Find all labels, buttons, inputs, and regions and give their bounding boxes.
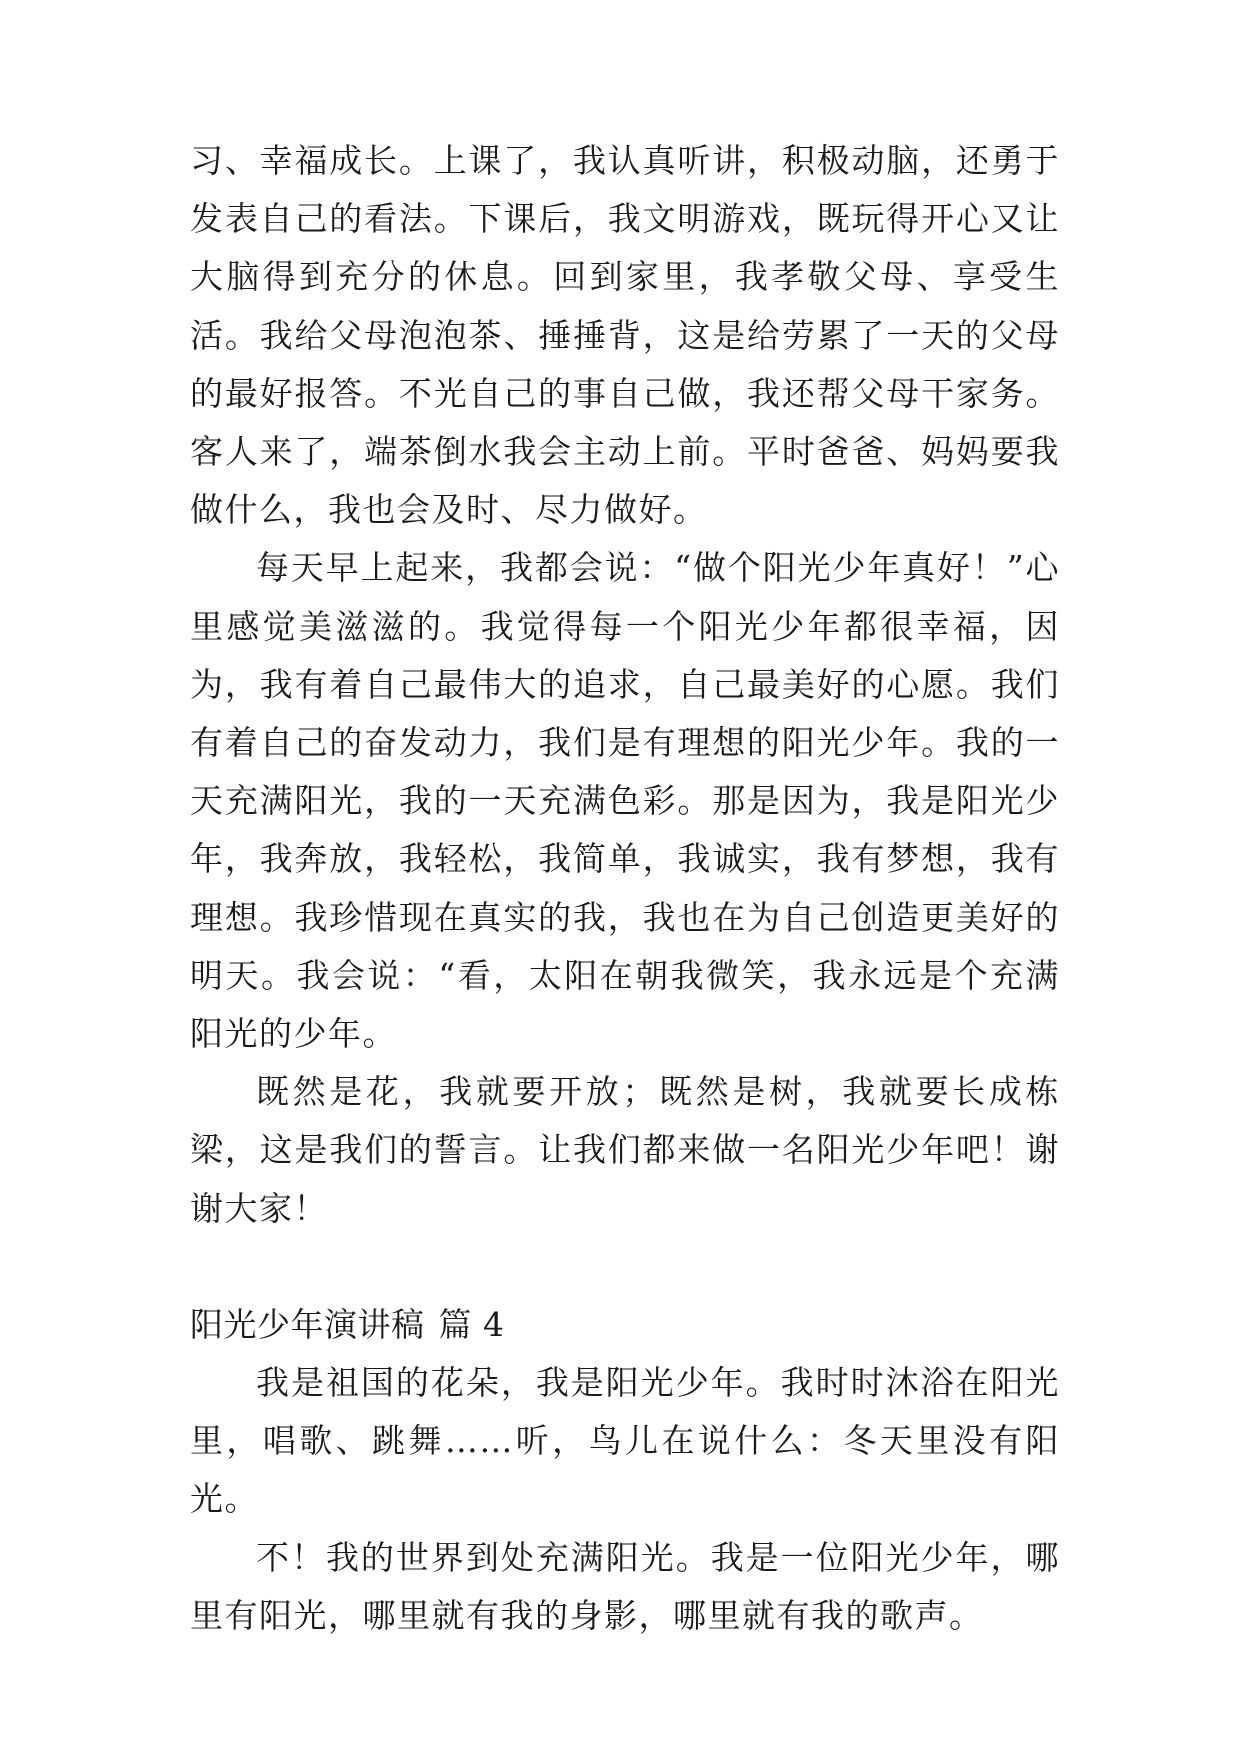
section-title-text: 阳光少年演讲稿 xyxy=(190,1304,425,1344)
paragraph: 我是祖国的花朵，我是阳光少年。我时时沐浴在阳光里，唱歌、跳舞……听，鸟儿在说什么：冬天里没有阳光。 xyxy=(190,1363,1060,1519)
paragraph-continued: 习、幸福成长。上课了，我认真听讲，积极动脑，还勇于发表自己的看法。下课后，我文明游戏，既玩得开心又让大脑得到充分的休息。回到家里，我孝敬父母、享受生活。我给父母泡泡茶、捶捶背，这是给劳累了一天的父母的最好报答。不光自己的事自己做，我还帮父母干家务。客人来了，端茶倒水我会主动上前。平时爸爸、妈妈要我做什么，我也会及时、尽力做好。 xyxy=(190,141,1060,530)
section-heading xyxy=(190,1296,1060,1354)
section-number: 篇 4 xyxy=(438,1304,505,1344)
paragraph: 每天早上起来，我都会说：“做个阳光少年真好！”心里感觉美滋滋的。我觉得每一个阳光少年都很幸福，因为，我有着自己最伟大的追求，自己最美好的心愿。我们有着自己的奋发动力，我们是有理想的阳光少年。我的一天充满阳光，我的一天充满色彩。那是因为，我是阳光少年，我奔放，我轻松，我简单，我诚实，我有梦想，我有理想。我珍惜现在真实的我，我也在为自己创造更美好的明天。我会说：“看，太阳在朝我微笑，我永远是个充满阳光的少年。 xyxy=(190,548,1060,1054)
document-page xyxy=(190,132,1060,1645)
paragraph: 既然是花，我就要开放；既然是树，我就要长成栋梁，这是我们的誓言。让我们都来做一名阳光少年吧！谢谢大家！ xyxy=(190,1072,1060,1228)
paragraph: 不！我的世界到处充满阳光。我是一位阳光少年，哪里有阳光，哪里就有我的身影，哪里就有我的歌声。 xyxy=(190,1537,1060,1635)
